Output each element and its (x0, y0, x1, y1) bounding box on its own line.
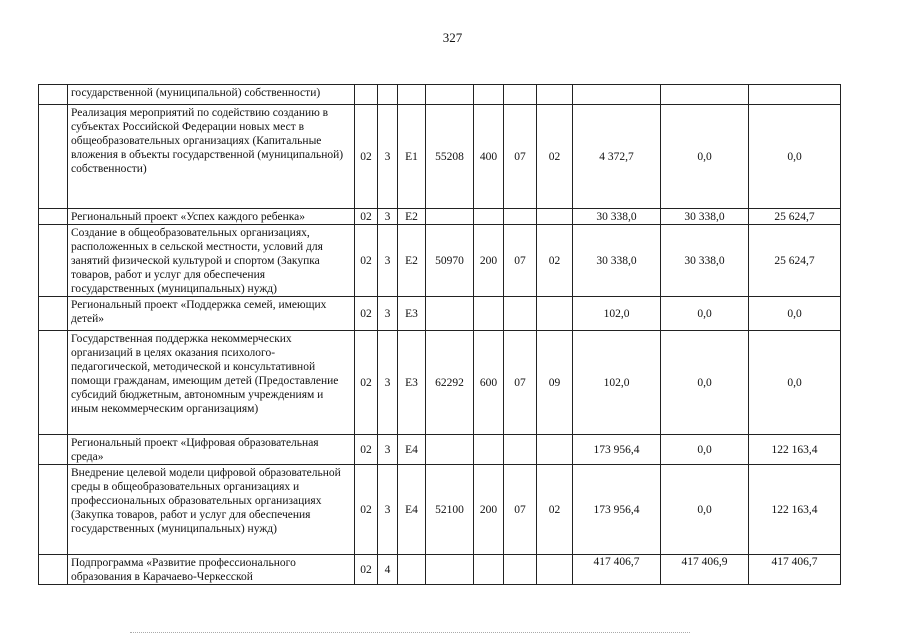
amount-year2-cell: 0,0 (661, 105, 749, 209)
amount-year1-cell: 173 956,4 (573, 465, 661, 555)
code-program-cell: 02 (355, 297, 378, 331)
code-program-cell: 02 (355, 331, 378, 435)
amount-year1-cell: 102,0 (573, 297, 661, 331)
row-number-cell (39, 209, 68, 225)
code-section-cell: 07 (504, 225, 537, 297)
amount-year1-cell: 30 338,0 (573, 225, 661, 297)
code-section-cell (504, 209, 537, 225)
code-expense-type-cell (474, 209, 504, 225)
row-name-cell: государственной (муниципальной) собственности) (68, 85, 355, 105)
amount-year2-cell: 0,0 (661, 331, 749, 435)
row-name-cell: Региональный проект «Успех каждого ребенка» (68, 209, 355, 225)
code-program-cell: 02 (355, 465, 378, 555)
code-program-cell: 02 (355, 555, 378, 585)
code-subprogram-cell: 3 (378, 435, 398, 465)
amount-year2-cell: 0,0 (661, 297, 749, 331)
code-direction-cell: 55208 (426, 105, 474, 209)
table-row (39, 435, 841, 465)
row-number-cell (39, 435, 68, 465)
amount-year1-cell: 102,0 (573, 331, 661, 435)
code-direction-cell (426, 555, 474, 585)
code-subsection-cell: 09 (537, 331, 573, 435)
code-subprogram-cell: 4 (378, 555, 398, 585)
table-row (39, 105, 841, 209)
code-direction-cell: 52100 (426, 465, 474, 555)
row-name-cell: Реализация мероприятий по содействию созданию в субъектах Российской Федерации новых мест в общеобразовательных организациях (Капитальные вложения в объекты государственной (муниципальной) собственности) (68, 105, 355, 209)
code-program-cell: 02 (355, 105, 378, 209)
table-row (39, 465, 841, 555)
footer-divider (130, 632, 690, 633)
amount-year3-cell: 122 163,4 (749, 465, 841, 555)
row-number-cell (39, 225, 68, 297)
code-expense-type-cell (474, 555, 504, 585)
code-project-cell: E2 (398, 209, 426, 225)
amount-year2-cell: 30 338,0 (661, 209, 749, 225)
table-body (39, 85, 841, 585)
row-number-cell (39, 105, 68, 209)
amount-year1-cell (573, 85, 661, 105)
amount-year1-cell: 30 338,0 (573, 209, 661, 225)
code-expense-type-cell: 400 (474, 105, 504, 209)
code-section-cell (504, 297, 537, 331)
code-section-cell: 07 (504, 331, 537, 435)
code-expense-type-cell (474, 435, 504, 465)
row-name-cell: Создание в общеобразовательных организациях, расположенных в сельской местности, условий для занятий физической культурой и спортом (Закупка товаров, работ и услуг для обеспечения государственных (муниципальных) нужд) (68, 225, 355, 297)
code-expense-type-cell: 600 (474, 331, 504, 435)
code-direction-cell (426, 297, 474, 331)
code-program-cell: 02 (355, 225, 378, 297)
table-row (39, 225, 841, 297)
code-section-cell (504, 435, 537, 465)
row-number-cell (39, 297, 68, 331)
table-row (39, 85, 841, 105)
row-number-cell (39, 331, 68, 435)
budget-table (38, 84, 841, 585)
code-project-cell (398, 85, 426, 105)
row-name-cell: Подпрограмма «Развитие профессионального образования в Карачаево-Черкесской (68, 555, 355, 585)
table-row (39, 297, 841, 331)
amount-year2-cell: 0,0 (661, 465, 749, 555)
code-section-cell (504, 85, 537, 105)
code-subsection-cell: 02 (537, 105, 573, 209)
code-direction-cell (426, 209, 474, 225)
row-name-cell: Региональный проект «Цифровая образовательная среда» (68, 435, 355, 465)
row-name-cell: Внедрение целевой модели цифровой образовательной среды в общеобразовательных организациях и профессиональных образовательных организациях (Закупка товаров, работ и услуг для обеспечения государственных (муниципальных) нужд) (68, 465, 355, 555)
row-number-cell (39, 85, 68, 105)
code-project-cell: E4 (398, 465, 426, 555)
table-row (39, 331, 841, 435)
table-row (39, 209, 841, 225)
code-program-cell: 02 (355, 209, 378, 225)
code-subsection-cell (537, 209, 573, 225)
code-subsection-cell (537, 435, 573, 465)
row-number-cell (39, 465, 68, 555)
row-number-cell (39, 555, 68, 585)
code-subsection-cell: 02 (537, 225, 573, 297)
amount-year1-cell: 417 406,7 (573, 555, 661, 585)
amount-year3-cell: 25 624,7 (749, 225, 841, 297)
code-direction-cell: 50970 (426, 225, 474, 297)
code-project-cell: E1 (398, 105, 426, 209)
code-subprogram-cell: 3 (378, 465, 398, 555)
amount-year3-cell: 25 624,7 (749, 209, 841, 225)
amount-year2-cell (661, 85, 749, 105)
code-subprogram-cell: 3 (378, 331, 398, 435)
code-program-cell (355, 85, 378, 105)
code-subsection-cell (537, 297, 573, 331)
amount-year3-cell: 0,0 (749, 331, 841, 435)
amount-year1-cell: 4 372,7 (573, 105, 661, 209)
code-program-cell: 02 (355, 435, 378, 465)
code-subprogram-cell: 3 (378, 297, 398, 331)
code-subprogram-cell: 3 (378, 209, 398, 225)
code-subprogram-cell: 3 (378, 105, 398, 209)
amount-year1-cell: 173 956,4 (573, 435, 661, 465)
row-name-cell: Региональный проект «Поддержка семей, имеющих детей» (68, 297, 355, 331)
page-number: 327 (442, 30, 463, 45)
table-row (39, 555, 841, 585)
amount-year2-cell: 0,0 (661, 435, 749, 465)
code-project-cell (398, 555, 426, 585)
code-direction-cell (426, 435, 474, 465)
amount-year2-cell: 30 338,0 (661, 225, 749, 297)
amount-year3-cell: 0,0 (749, 297, 841, 331)
code-subsection-cell: 02 (537, 465, 573, 555)
code-direction-cell (426, 85, 474, 105)
code-expense-type-cell: 200 (474, 465, 504, 555)
amount-year3-cell (749, 85, 841, 105)
code-section-cell: 07 (504, 465, 537, 555)
code-subprogram-cell (378, 85, 398, 105)
code-section-cell (504, 555, 537, 585)
code-subprogram-cell: 3 (378, 225, 398, 297)
code-subsection-cell (537, 555, 573, 585)
code-expense-type-cell (474, 297, 504, 331)
code-section-cell: 07 (504, 105, 537, 209)
amount-year3-cell: 417 406,7 (749, 555, 841, 585)
row-name-cell: Государственная поддержка некоммерческих организаций в целях оказания психолого-педагогической, методической и консультативной помощи гражданам, имеющим детей (Предоставление субсидий бюджетным, автономным учреждениям и иным некоммерческим организациям) (68, 331, 355, 435)
amount-year2-cell: 417 406,9 (661, 555, 749, 585)
code-project-cell: E4 (398, 435, 426, 465)
code-expense-type-cell (474, 85, 504, 105)
code-subsection-cell (537, 85, 573, 105)
code-project-cell: E3 (398, 331, 426, 435)
code-expense-type-cell: 200 (474, 225, 504, 297)
amount-year3-cell: 0,0 (749, 105, 841, 209)
code-project-cell: E2 (398, 225, 426, 297)
code-direction-cell: 62292 (426, 331, 474, 435)
amount-year3-cell: 122 163,4 (749, 435, 841, 465)
code-project-cell: E3 (398, 297, 426, 331)
